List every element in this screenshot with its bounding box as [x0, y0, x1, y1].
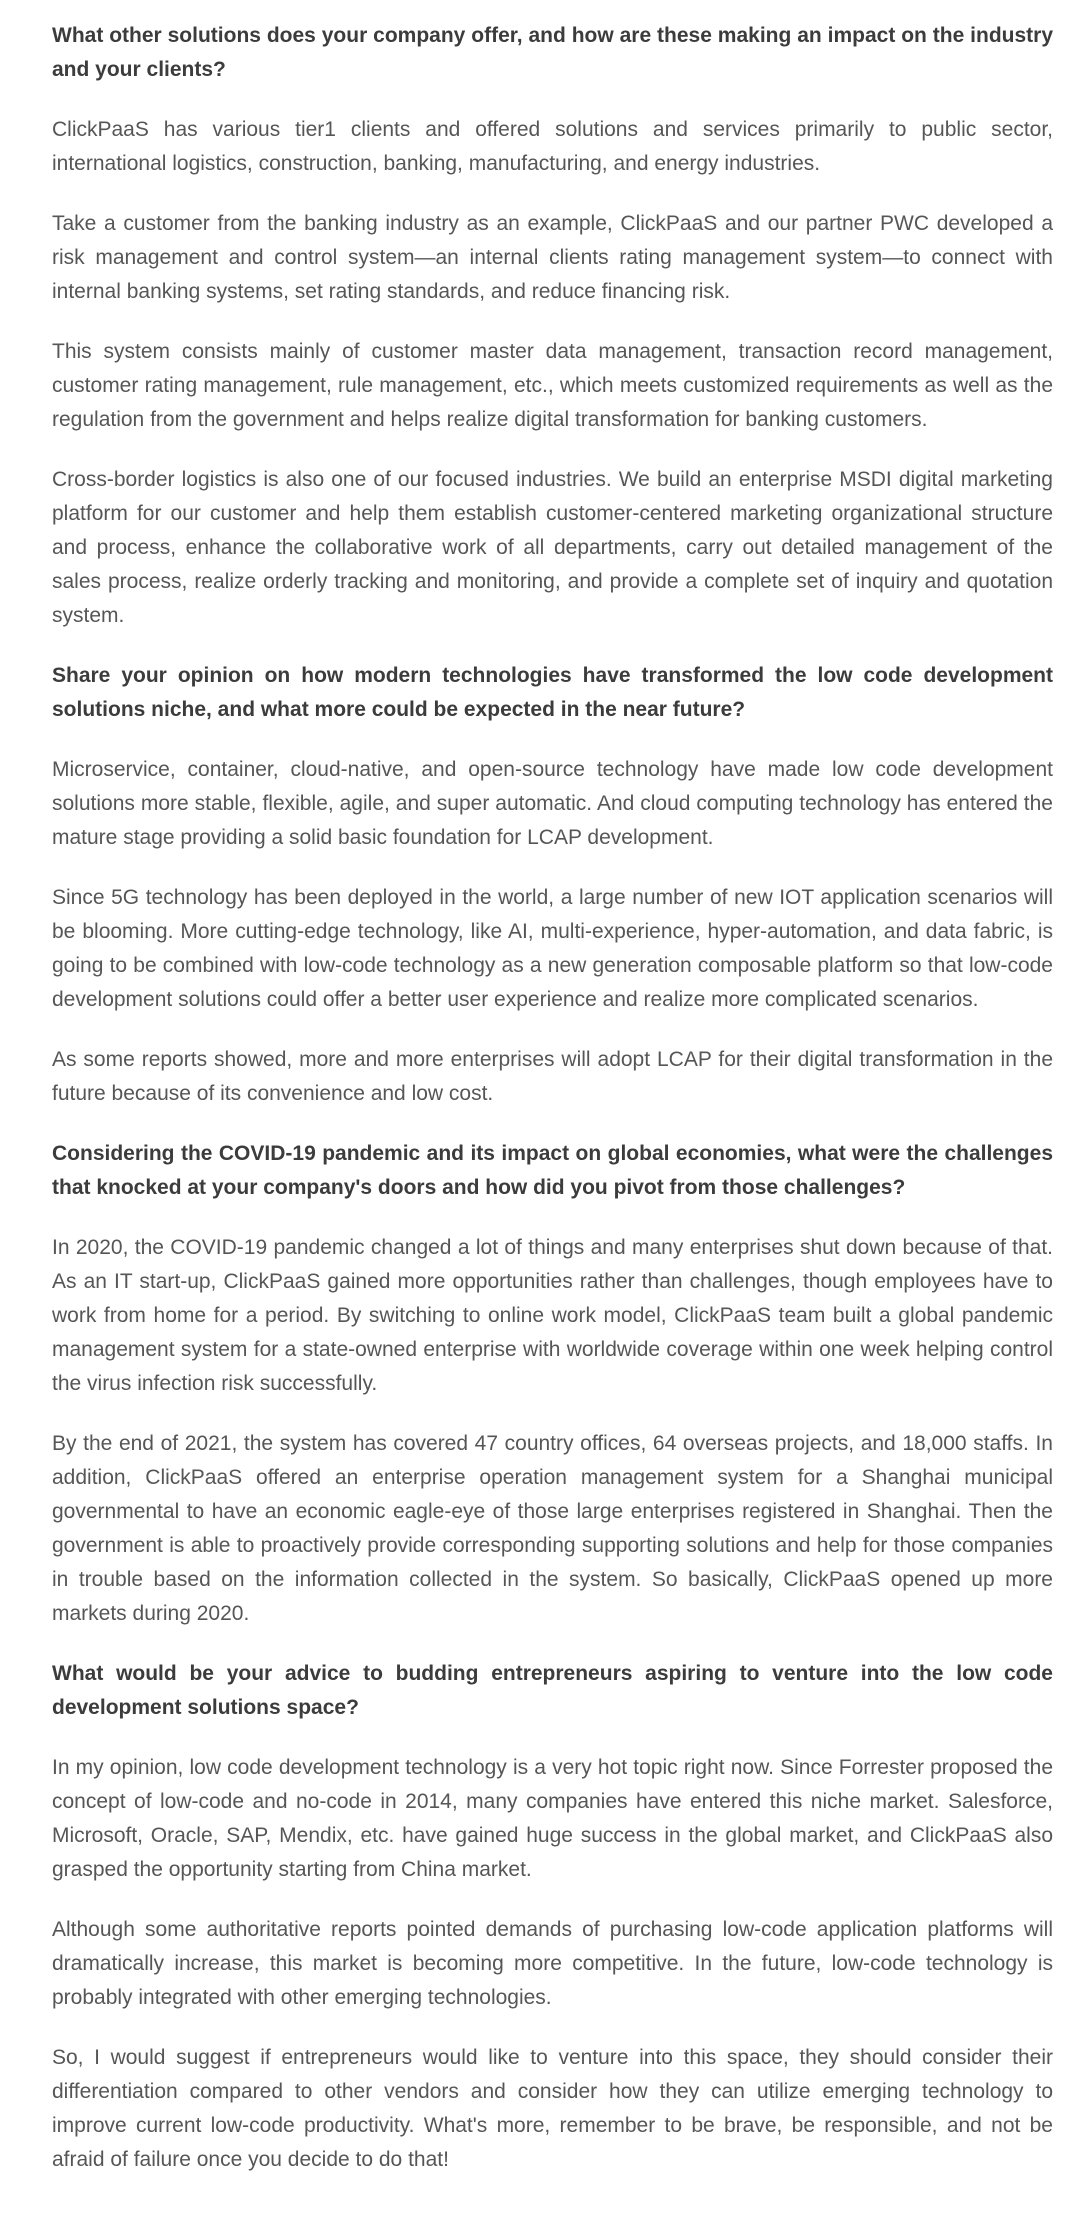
answer-paragraph: By the end of 2021, the system has covered 47 country offices, 64 overseas projects, and 18,000 staffs. In addition, ClickPaaS offered an enterprise operation management system for a Shanghai municipal governmental to have an economic eagle-eye of those large enterprises registered in Shanghai. Then the government is able to proactively provide corresponding supporting solutions and help for those companies in trouble based on the information collected in the system. So basically, ClickPaaS opened up more markets during 2020.: [52, 1432, 1053, 1625]
interview-question: What other solutions does your company offer, and how are these making an impact on the industry and your clients?: [52, 24, 1053, 81]
answer-paragraph: As some reports showed, more and more enterprises will adopt LCAP for their digital transformation in the future because of its convenience and low cost.: [52, 1048, 1053, 1105]
answer-paragraph: In my opinion, low code development technology is a very hot topic right now. Since Forrester proposed the concept of low-code and no-code in 2014, many companies have entered this niche market. Salesforce, Microsoft, Oracle, SAP, Mendix, etc. have gained huge success in the global market, and ClickPaaS also grasped the opportunity starting from China market.: [52, 1756, 1053, 1881]
answer-paragraph: So, I would suggest if entrepreneurs would like to venture into this space, they should consider their differentiation compared to other vendors and consider how they can utilize emerging technology to improve current low-code productivity. What's more, remember to be brave, be responsible, and not be afraid of failure once you decide to do that!: [52, 2046, 1053, 2171]
answer-paragraph: Although some authoritative reports pointed demands of purchasing low-code application platforms will dramatically increase, this market is becoming more competitive. In the future, low-code technology is probably integrated with other emerging technologies.: [52, 1918, 1053, 2009]
interview-question: Considering the COVID-19 pandemic and its impact on global economies, what were the challenges that knocked at your company's doors and how did you pivot from those challenges?: [52, 1142, 1053, 1199]
article-body: [52, 19, 1053, 2177]
interview-question: What would be your advice to budding entrepreneurs aspiring to venture into the low code development solutions space?: [52, 1662, 1053, 1719]
answer-paragraph: Cross-border logistics is also one of our focused industries. We build an enterprise MSDI digital marketing platform for our customer and help them establish customer-centered marketing organizational structure and process, enhance the collaborative work of all departments, carry out detailed management of the sales process, realize orderly tracking and monitoring, and provide a complete set of inquiry and quotation system.: [52, 468, 1053, 627]
answer-paragraph: Take a customer from the banking industry as an example, ClickPaaS and our partner PWC developed a risk management and control system—an internal clients rating management system—to connect with internal banking systems, set rating standards, and reduce financing risk.: [52, 212, 1053, 303]
answer-paragraph: ClickPaaS has various tier1 clients and offered solutions and services primarily to public sector, international logistics, construction, banking, manufacturing, and energy industries.: [52, 118, 1053, 175]
answer-paragraph: This system consists mainly of customer master data management, transaction record management, customer rating management, rule management, etc., which meets customized requirements as well as the regulation from the government and helps realize digital transformation for banking customers.: [52, 340, 1053, 431]
interview-question: Share your opinion on how modern technologies have transformed the low code development solutions niche, and what more could be expected in the near future?: [52, 664, 1053, 721]
answer-paragraph: In 2020, the COVID-19 pandemic changed a lot of things and many enterprises shut down because of that. As an IT start-up, ClickPaaS gained more opportunities rather than challenges, though employees have to work from home for a period. By switching to online work model, ClickPaaS team built a global pandemic management system for a state-owned enterprise with worldwide coverage within one week helping control the virus infection risk successfully.: [52, 1236, 1053, 1395]
answer-paragraph: Microservice, container, cloud-native, and open-source technology have made low code development solutions more stable, flexible, agile, and super automatic. And cloud computing technology has entered the mature stage providing a solid basic foundation for LCAP development.: [52, 758, 1053, 849]
answer-paragraph: Since 5G technology has been deployed in the world, a large number of new IOT application scenarios will be blooming. More cutting-edge technology, like AI, multi-experience, hyper-automation, and data fabric, is going to be combined with low-code technology as a new generation composable platform so that low-code development solutions could offer a better user experience and realize more complicated scenarios.: [52, 886, 1053, 1011]
